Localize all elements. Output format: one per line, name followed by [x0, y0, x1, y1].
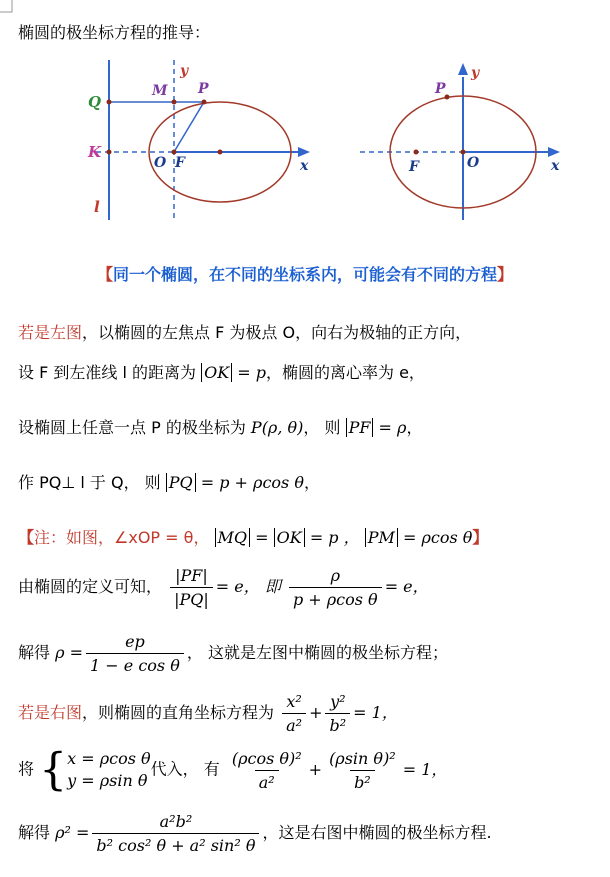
pf-line: [174, 102, 204, 152]
paragraph-5-note: 【注：如图，∠xOP = θ， MQ = OK = p ， PM = ρcos θ】: [18, 528, 489, 547]
label-p: P: [435, 81, 446, 97]
label-f: F: [175, 155, 185, 171]
label-x: x: [551, 158, 560, 174]
label-p: P: [198, 81, 209, 97]
label-x: x: [300, 158, 309, 174]
corner-mark: [0, 0, 20, 14]
label-q: Q: [88, 93, 102, 111]
label-k: K: [88, 143, 102, 161]
y-arrow: [458, 63, 468, 75]
paragraph-1: 若是左图，以椭圆的左焦点 F 为极点 O，向右为极轴的正方向，: [18, 323, 472, 342]
label-y: y: [180, 63, 189, 79]
right-ellipse-figure: [355, 55, 575, 225]
label-o: O: [467, 155, 480, 171]
paragraph-2: 设 F 到左准线 l 的距离为 OK = p，椭圆的离心率为 e，: [18, 363, 425, 382]
paragraph-4: 作 PQ⊥ l 于 Q， 则 PQ = p + ρcos θ，: [18, 473, 320, 492]
paragraph-6: 由椭圆的定义可知， $\frac{|PF|}{|PQ|}$ = e， 即 $\frac{\rho}{\text{p + ρcos θ}}$ = e，: [18, 566, 429, 609]
point-q: [107, 100, 112, 105]
label-l: l: [94, 198, 100, 216]
section-heading: 【同一个椭圆，在不同的坐标系内，可能会有不同的方程】: [96, 265, 514, 284]
x-arrow: [298, 147, 310, 157]
paragraph-10: 解得 ρ² = $\frac{\text{a²b²}}{\text{b² cos² θ + a² sin² θ}}$ ，这是右图中椭圆的极坐标方程.: [18, 812, 492, 855]
label-m: M: [152, 83, 168, 99]
label-f: F: [409, 159, 419, 175]
point-m: [172, 100, 177, 105]
x-arrow: [548, 147, 560, 157]
point-center: [218, 150, 223, 155]
label-y: y: [471, 65, 480, 81]
point-p: [202, 100, 207, 105]
point-f: [172, 150, 177, 155]
paragraph-7: 解得 ρ = $\frac{ep}{\text{1 − e cos θ}}$ ， 这就是左图中椭圆的极坐标方程；: [18, 632, 448, 675]
paragraph-3: 设椭圆上任意一点 P 的极坐标为 P(ρ, θ)， 则 PF = ρ，: [18, 418, 423, 437]
point-k: [107, 150, 112, 155]
left-ellipse-figure: [80, 55, 330, 225]
point-f: [414, 150, 419, 155]
paragraph-9: 将 { x = ρcos θ y = ρsin θ 代入， 有 $\frac{\text{(ρcos θ)²}}{\text{a²}}$ + $\frac{\text{(ρsin θ)²}}{\text{b²}}$ = 1，: [18, 744, 448, 795]
label-o: O: [154, 155, 167, 171]
paragraph-8: 若是右图，则椭圆的直角坐标方程为 $\frac{\text{x²}}{\text{a²}}$ + $\frac{\text{y²}}{\text{b²}}$ = 1，: [18, 692, 398, 735]
page-title: 椭圆的极坐标方程的推导：: [18, 23, 211, 42]
point-o: [461, 150, 466, 155]
